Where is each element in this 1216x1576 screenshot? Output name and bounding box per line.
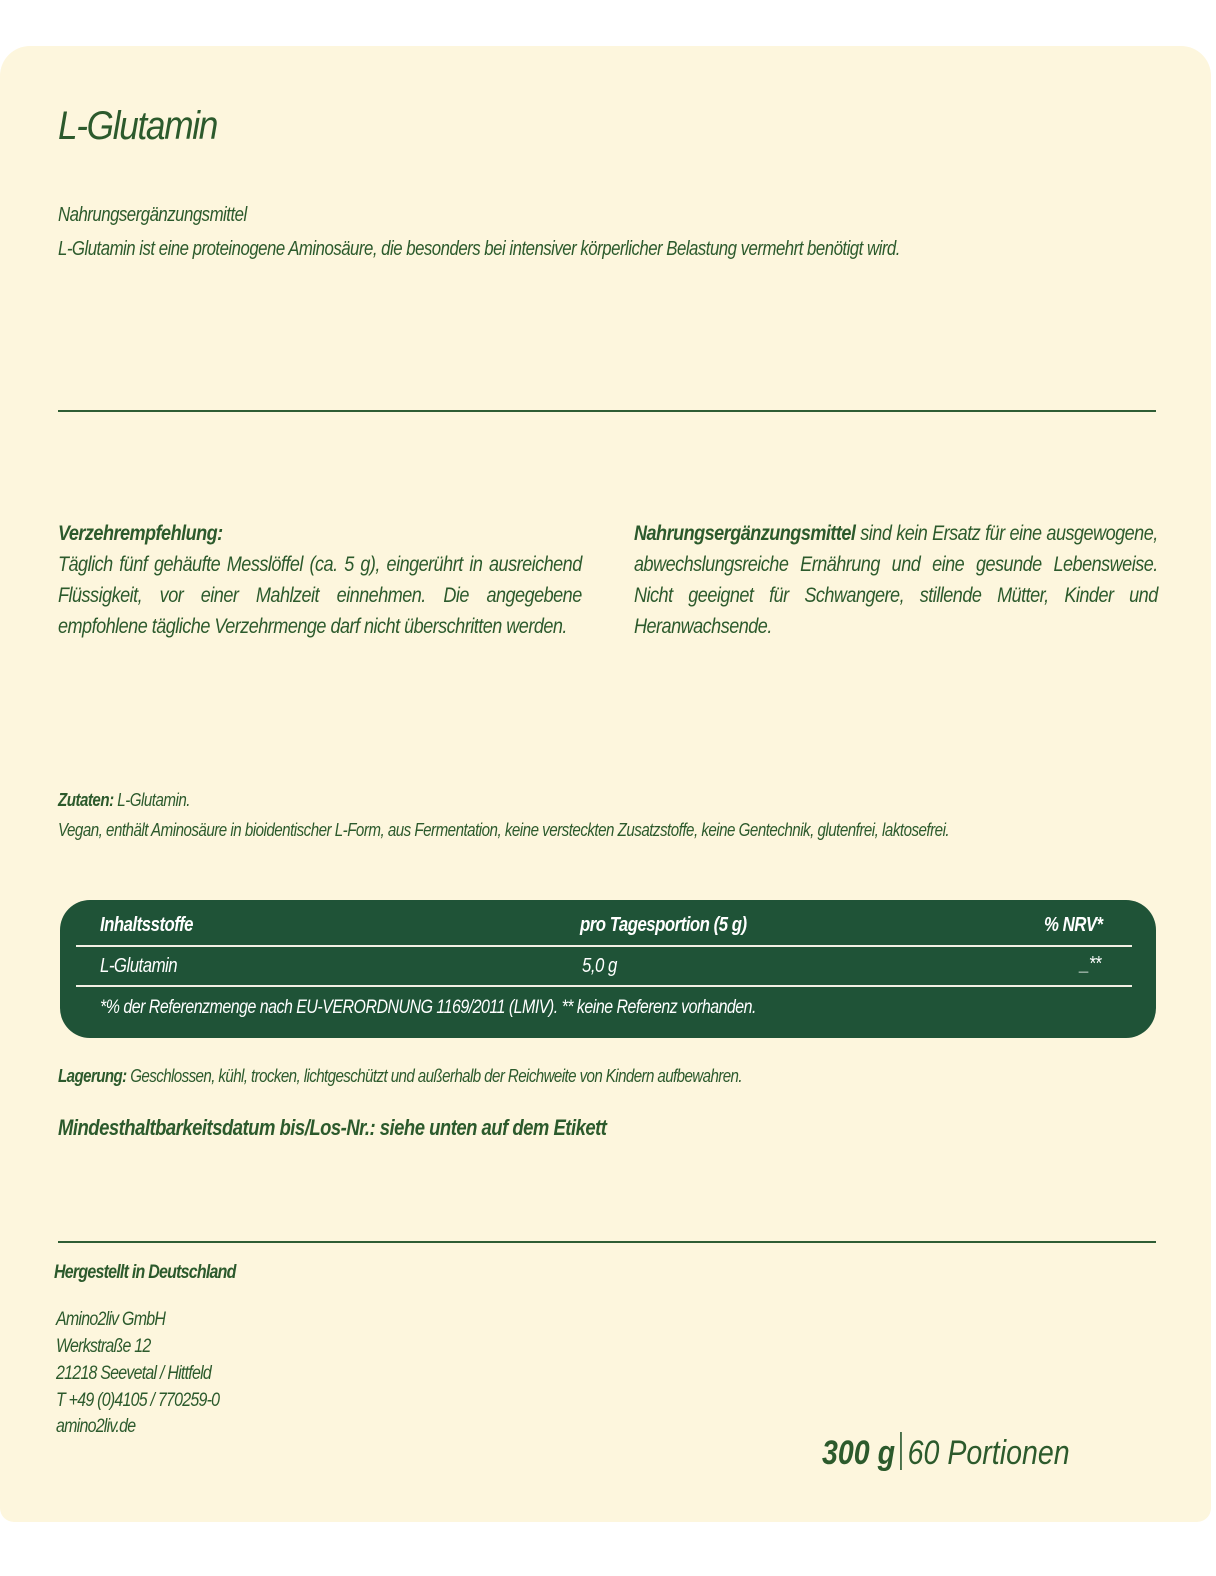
notice-heading: Nahrungsergänzungsmittel <box>634 522 856 545</box>
table-divider <box>76 945 1132 947</box>
nutrition-table <box>60 900 1156 1038</box>
product-label <box>0 46 1211 1522</box>
product-description: L-Glutamin ist eine proteinogene Aminosäure, die besonders bei intensiver körperlicher Belastung vermehrt benötigt wird. <box>58 238 900 260</box>
ingredients-value: L-Glutamin. <box>117 790 190 810</box>
product-category: Nahrungsergänzungsmittel <box>58 204 247 226</box>
ingredients-line <box>58 790 215 811</box>
notice-text: sind kein Ersatz für eine ausgewogene, abwechslungsreiche Ernährung und eine gesunde Lebensweise. Nicht geeignet für Schwangere, stillende Mütter, Kinder und Heranwachsende. <box>634 522 1158 638</box>
portion-count: 60 Portionen <box>907 1434 1070 1472</box>
table-footnote: *% der Referenzmenge nach EU-VERORDNUNG 1169/2011 (LMIV). ** keine Referenz vorhanden. <box>100 997 756 1018</box>
storage-text: Geschlossen, kühl, trocken, lichtgeschützt und außerhalb der Reichweite von Kindern aufbewahren. <box>130 1066 742 1086</box>
ingredients-label: Zutaten: <box>58 790 114 810</box>
recommendation-heading: Verzehrempfehlung: <box>58 522 223 545</box>
table-row-name: L-Glutamin <box>100 955 178 977</box>
recommendation-block <box>58 518 582 642</box>
table-header-ingredient: Inhaltsstoffe <box>100 914 194 936</box>
storage-label: Lagerung: <box>58 1066 127 1086</box>
notice-block <box>634 518 1158 642</box>
manufacturer-website: amino2liv.de <box>56 1416 136 1437</box>
table-row-nrv: _** <box>1080 953 1101 975</box>
table-divider <box>76 985 1132 987</box>
recommendation-text: Täglich fünf gehäufte Messlöffel (ca. 5 g), eingerührt in ausreichend Flüssigkeit, vor einer Mahlzeit einnehmen. Die angegebene empfohlene tägliche Verzehrmenge darf nicht überschritten werden. <box>58 553 582 638</box>
table-row-amount: 5,0 g <box>582 955 617 977</box>
net-weight: 300 g <box>822 1434 896 1472</box>
best-before-note: Mindesthaltbarkeitsdatum bis/Los-Nr.: siehe unten auf dem Etikett <box>58 1115 607 1140</box>
table-header-amount: pro Tagesportion (5 g) <box>580 914 747 936</box>
manufacturer-name: Amino2liv GmbH <box>56 1309 166 1330</box>
product-title: L-Glutamin <box>58 104 217 148</box>
manufacturer-street: Werkstraße 12 <box>56 1336 151 1357</box>
divider-top <box>58 410 1156 412</box>
manufacturer-phone: T +49 (0)4105 / 770259-0 <box>56 1390 220 1411</box>
package-info <box>822 1432 1117 1473</box>
manufacturer-city: 21218 Seevetal / Hittfeld <box>56 1363 212 1384</box>
storage-line <box>58 1066 872 1087</box>
weight-separator <box>900 1432 902 1470</box>
divider-bottom <box>58 1241 1156 1243</box>
ingredients-properties: Vegan, enthält Aminosäure in bioidentischer L-Form, aus Fermentation, keine versteckten Zusatzstoffe, keine Gentechnik, glutenfrei, laktosefrei. <box>58 820 950 840</box>
made-in-heading: Hergestellt in Deutschland <box>54 1262 236 1283</box>
table-header-nrv: % NRV* <box>1044 914 1103 936</box>
